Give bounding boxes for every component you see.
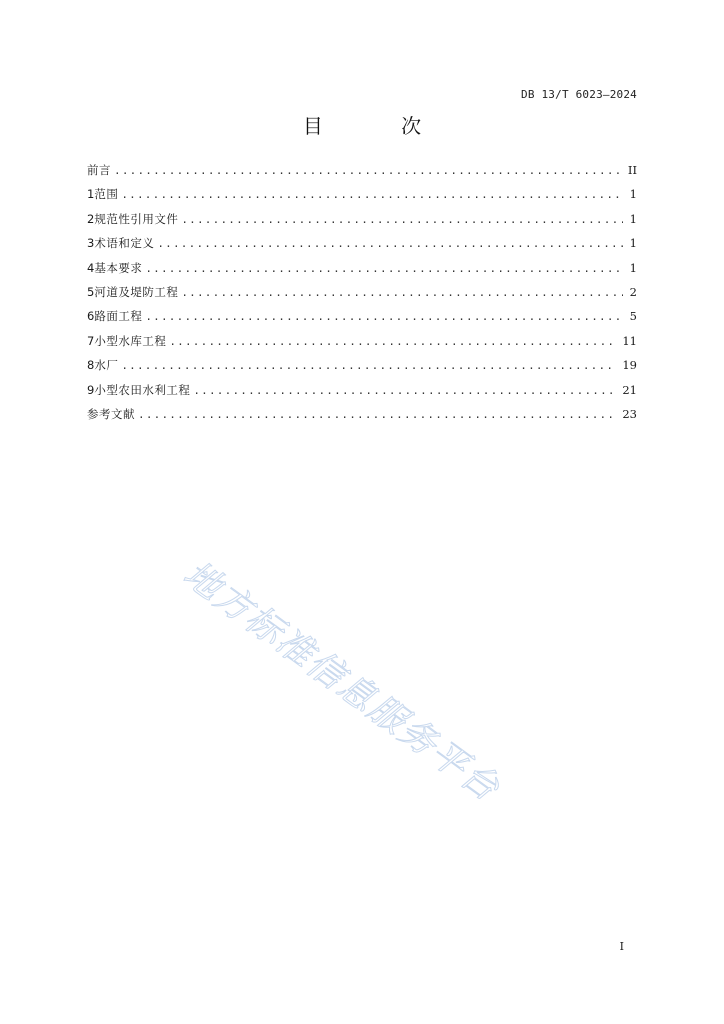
toc-entry-page: 1 xyxy=(629,211,637,226)
toc-leader-dots xyxy=(193,384,616,397)
toc-entry-bibliography[interactable] xyxy=(87,406,637,430)
toc-entry-page: 11 xyxy=(622,333,637,348)
toc-entry-number: 6 xyxy=(87,309,95,324)
toc-entry-label: 路面工程 xyxy=(94,309,143,324)
toc-entry-normative-references[interactable] xyxy=(87,211,637,235)
toc-entry-label: 水厂 xyxy=(94,358,119,373)
toc-entry-page: 2 xyxy=(629,284,637,299)
toc-leader-dots xyxy=(181,213,623,226)
watermark-text: 地方标准信息服务平台 xyxy=(175,553,508,811)
toc-entry-number: 7 xyxy=(87,333,95,348)
toc-entry-label: 术语和定义 xyxy=(94,236,155,251)
toc-entry-page: 21 xyxy=(622,382,637,397)
toc-entry-label: 小型农田水利工程 xyxy=(94,382,191,397)
toc-entry-page: II xyxy=(627,163,637,177)
toc-leader-dots xyxy=(157,237,623,250)
toc-entry-page: 1 xyxy=(629,260,637,275)
toc-entry-page: 5 xyxy=(629,309,637,324)
toc-entry-river-embankment[interactable] xyxy=(87,284,637,308)
toc-entry-small-reservoir[interactable] xyxy=(87,333,637,357)
toc-entry-page: 23 xyxy=(622,406,637,421)
toc-entry-page: 1 xyxy=(629,187,637,202)
toc-entry-number: 1 xyxy=(87,187,95,202)
toc-leader-dots xyxy=(145,262,623,275)
toc-entry-foreword[interactable] xyxy=(87,162,637,186)
page-number: I xyxy=(619,940,624,953)
toc-entry-waterworks[interactable] xyxy=(87,357,637,381)
toc-entry-pavement[interactable] xyxy=(87,308,637,332)
toc-entry-label: 前言 xyxy=(87,163,111,177)
toc-entry-scope[interactable] xyxy=(87,186,637,210)
document-code: DB 13/T 6023—2024 xyxy=(521,88,637,101)
toc-title: 目 次 xyxy=(302,114,458,138)
toc-entry-number: 9 xyxy=(87,382,95,397)
toc-entry-number: 4 xyxy=(87,260,95,275)
toc-entry-label: 河道及堤防工程 xyxy=(94,284,179,299)
toc-entry-number: 8 xyxy=(87,358,95,373)
toc-entry-label: 范围 xyxy=(94,187,119,202)
toc-entry-page: 1 xyxy=(629,236,637,251)
toc-entry-number: 3 xyxy=(87,236,95,251)
table-of-contents xyxy=(87,162,637,430)
toc-entry-terms-definitions[interactable] xyxy=(87,235,637,259)
toc-leader-dots xyxy=(114,164,622,177)
toc-leader-dots xyxy=(181,286,623,299)
toc-entry-basic-requirements[interactable] xyxy=(87,260,637,284)
toc-leader-dots xyxy=(121,188,623,201)
toc-entry-label: 基本要求 xyxy=(94,260,143,275)
toc-leader-dots xyxy=(121,359,616,372)
toc-leader-dots xyxy=(169,335,616,348)
toc-entry-number: 2 xyxy=(87,211,95,226)
toc-entry-number: 5 xyxy=(87,284,95,299)
toc-leader-dots xyxy=(145,310,623,323)
toc-entry-page: 19 xyxy=(622,358,637,373)
toc-entry-farmland-irrigation[interactable] xyxy=(87,382,637,406)
toc-entry-label: 参考文献 xyxy=(87,406,135,421)
toc-entry-label: 小型水库工程 xyxy=(94,333,167,348)
toc-leader-dots xyxy=(138,408,616,421)
toc-entry-label: 规范性引用文件 xyxy=(94,211,179,226)
